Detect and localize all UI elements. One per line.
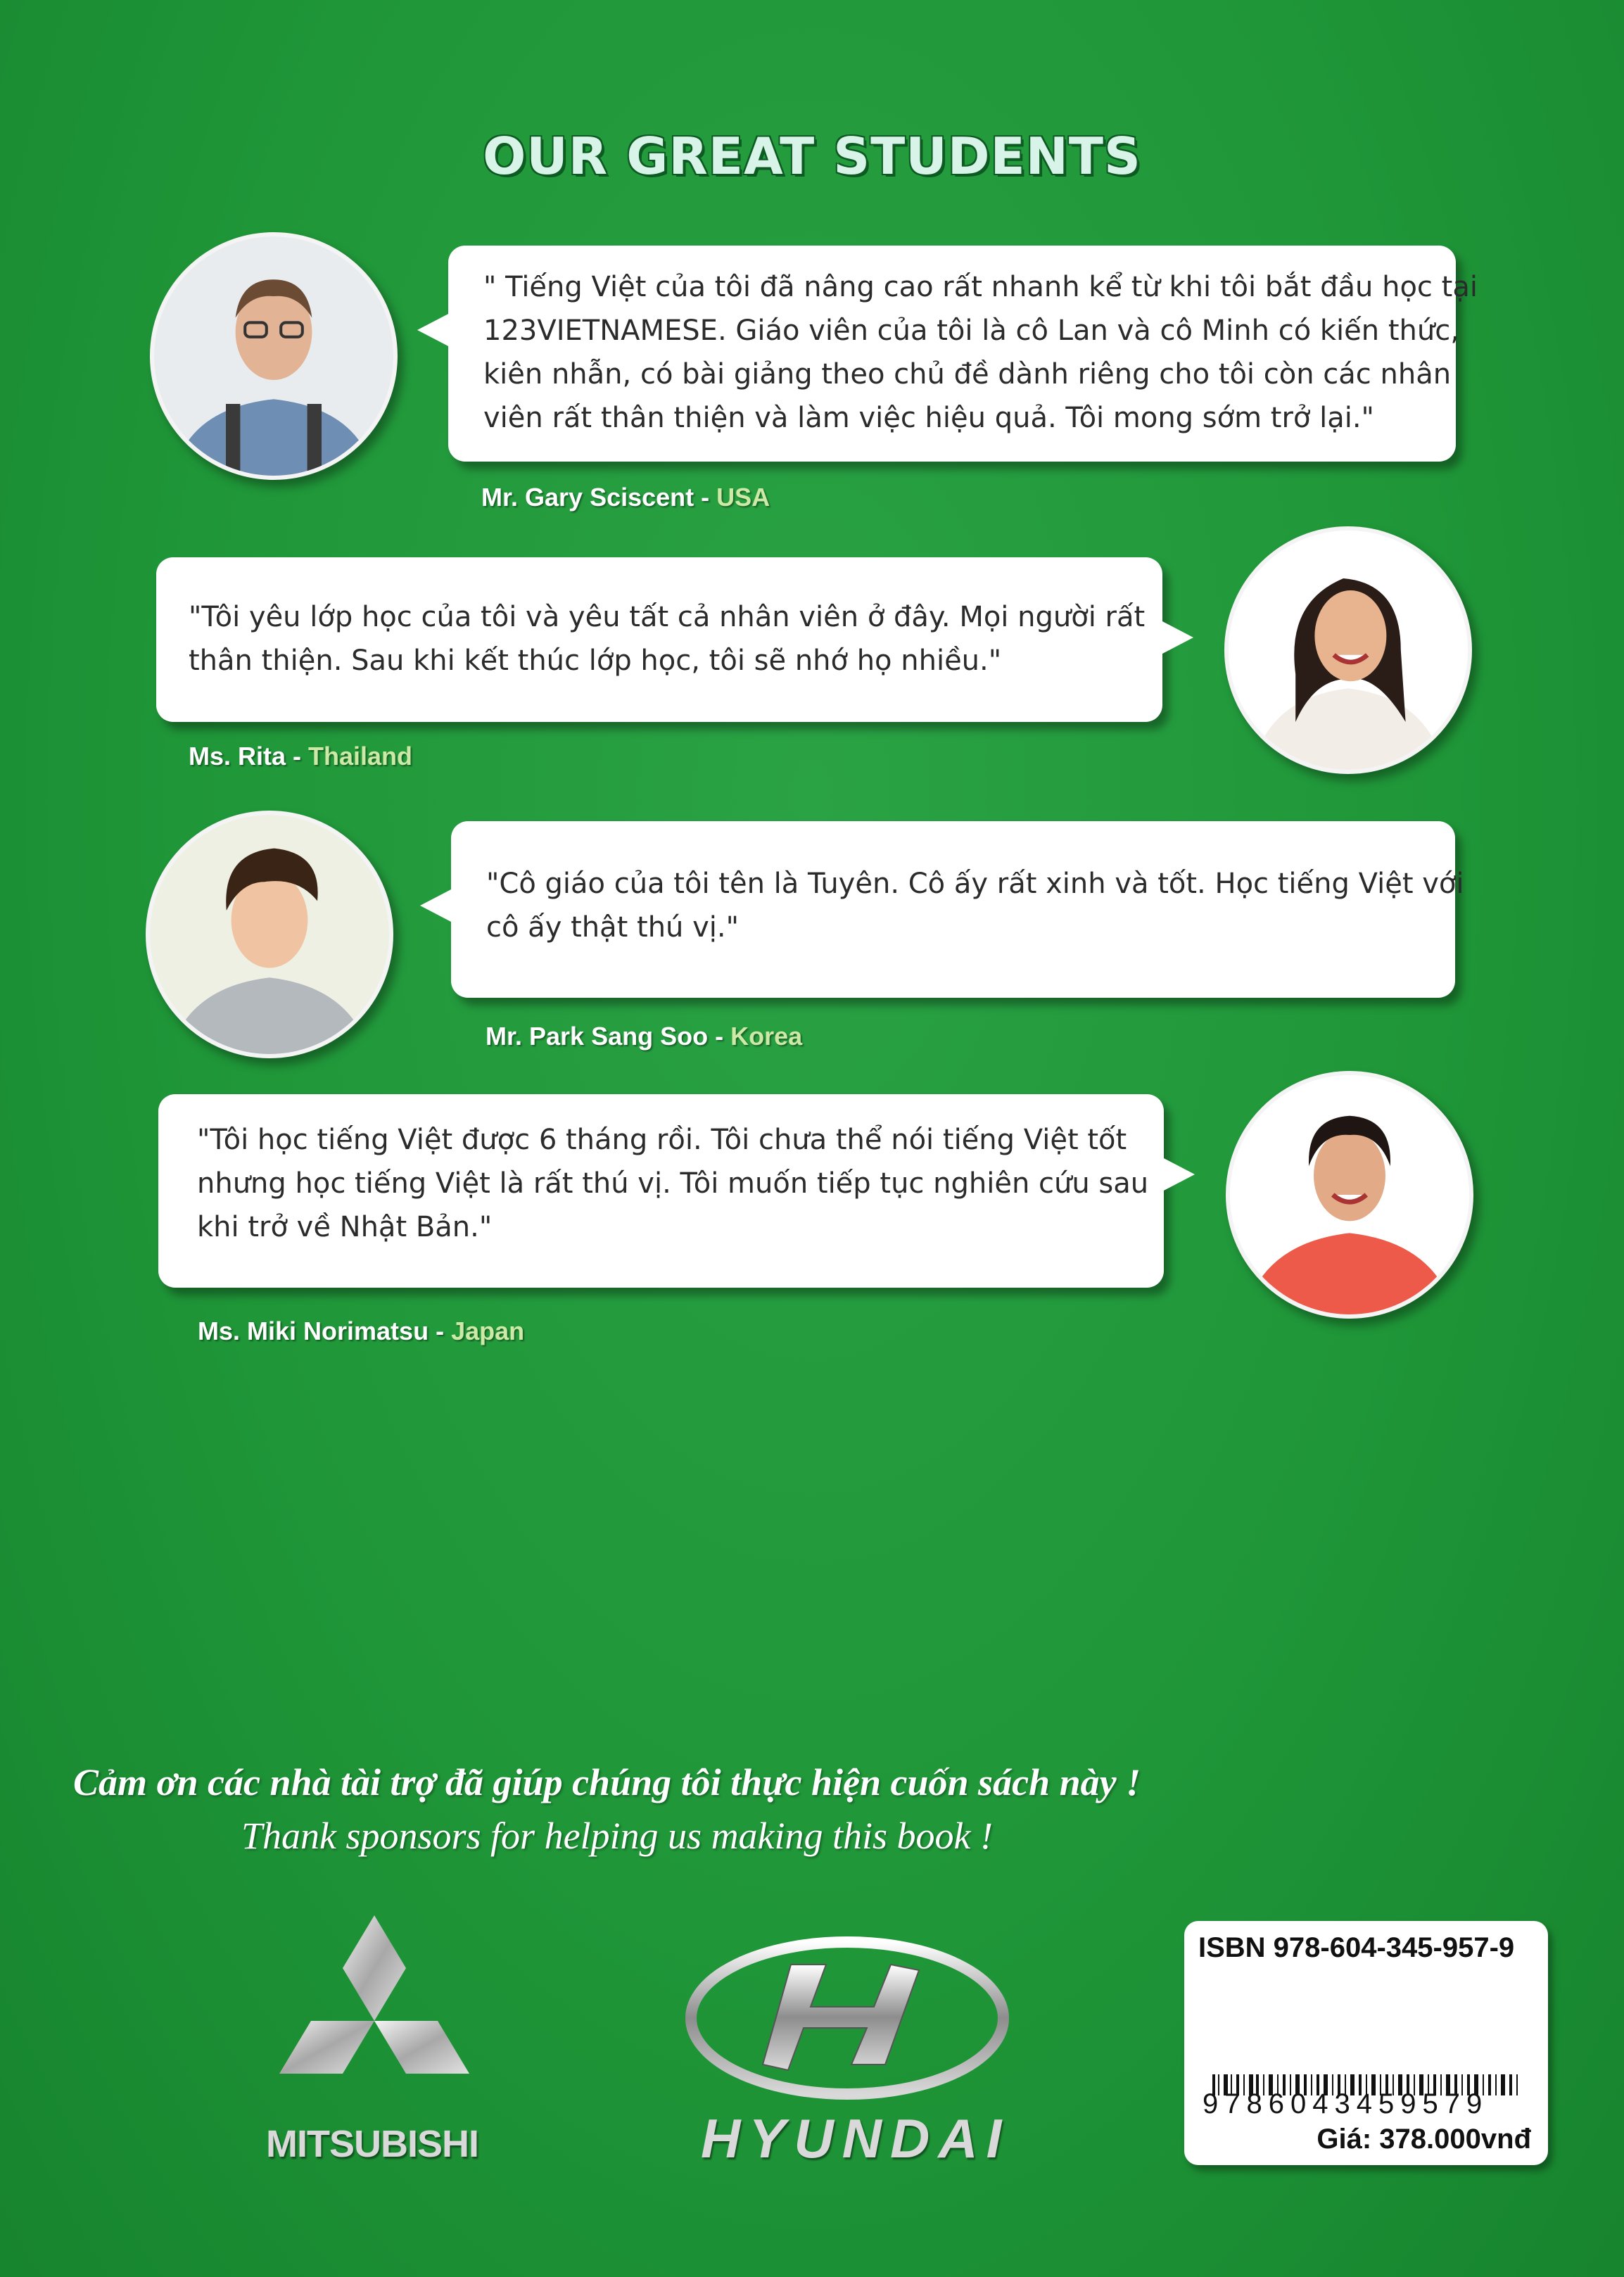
student-signature-1: [481, 483, 770, 512]
testimonial-line: 123VIETNAMESE. Giáo viên của tôi là cô Lan và cô Minh có kiến thức,: [483, 315, 1459, 347]
testimonial-line: nhưng học tiếng Việt là rất thú vị. Tôi muốn tiếp tục nghiên cứu sau: [197, 1167, 1149, 1200]
student-country: Thailand: [308, 742, 413, 770]
student-country: Japan: [451, 1317, 525, 1345]
thanks-english: Thank sponsors for helping us making this book !: [241, 1815, 994, 1857]
student-signature-2: [189, 742, 412, 771]
testimonial-line: khi trở về Nhật Bản.": [197, 1211, 493, 1243]
testimonial-line: "Tôi yêu lớp học của tôi và yêu tất cả nhân viên ở đây. Mọi người rất: [189, 601, 1146, 633]
student-country: Korea: [730, 1022, 803, 1051]
barcode-label: [1184, 1921, 1548, 2165]
testimonial-line: "Tôi học tiếng Việt được 6 tháng rồi. Tôi chưa thể nói tiếng Việt tốt: [197, 1124, 1127, 1156]
testimonial-line: cô ấy thật thú vị.": [486, 911, 740, 944]
avatar-miki: [1226, 1071, 1473, 1319]
isbn-text: ISBN 978-604-345-957-9: [1198, 1932, 1515, 1963]
person-photo-icon: [150, 815, 389, 1054]
barcode-digits: 9786043459579: [1203, 2088, 1489, 2119]
testimonial-line: "Cô giáo của tôi tên là Tuyên. Cô ấy rất xinh và tốt. Học tiếng Việt với: [486, 868, 1464, 900]
student-name: Mr. Gary Sciscent: [481, 483, 694, 512]
student-name: Ms. Miki Norimatsu: [198, 1317, 429, 1345]
signature-separator: -: [708, 1022, 731, 1051]
testimonial-line: kiên nhẫn, có bài giảng theo chủ đề dành riêng cho tôi còn các nhân: [483, 358, 1452, 391]
testimonial-line: " Tiếng Việt của tôi đã nâng cao rất nhanh kể từ khi tôi bắt đầu học tại: [483, 271, 1478, 303]
avatar-rita: [1224, 526, 1472, 774]
student-signature-3: [486, 1022, 802, 1051]
testimonial-bubble-1: [448, 246, 1478, 462]
page-title: OUR GREAT STUDENTS: [483, 127, 1141, 186]
student-name: Ms. Rita: [189, 742, 286, 770]
student-name: Mr. Park Sang Soo: [486, 1022, 709, 1051]
avatar-gary: [150, 232, 398, 480]
avatar-park: [146, 811, 393, 1058]
person-photo-icon: [1230, 1075, 1469, 1314]
person-photo-icon: [154, 236, 393, 476]
hyundai-label: HYUNDAI: [701, 2107, 1010, 2169]
testimonial-bubble-4: [158, 1094, 1164, 1288]
testimonial-line: thân thiện. Sau khi kết thúc lớp học, tôi sẽ nhớ họ nhiều.": [189, 645, 1002, 677]
price-text: Giá: 378.000vnđ: [1317, 2124, 1531, 2155]
mitsubishi-label: MITSUBISHI: [266, 2123, 479, 2165]
testimonial-bubble-3: [451, 821, 1464, 998]
testimonial-bubble-2: [156, 557, 1162, 722]
mitsubishi-logo-icon: [262, 1915, 487, 2126]
hyundai-logo-icon: [685, 1936, 1009, 2100]
student-country: USA: [716, 483, 770, 512]
student-signature-4: [198, 1317, 524, 1346]
signature-separator: -: [429, 1317, 452, 1345]
testimonial-line: viên rất thân thiện và làm việc hiệu quả. Tôi mong sớm trở lại.": [483, 402, 1374, 434]
person-photo-icon: [1229, 531, 1468, 770]
signature-separator: -: [286, 742, 309, 770]
signature-separator: -: [694, 483, 717, 512]
thanks-vietnamese: Cảm ơn các nhà tài trợ đã giúp chúng tôi thực hiện cuốn sách này !: [73, 1761, 1141, 1803]
